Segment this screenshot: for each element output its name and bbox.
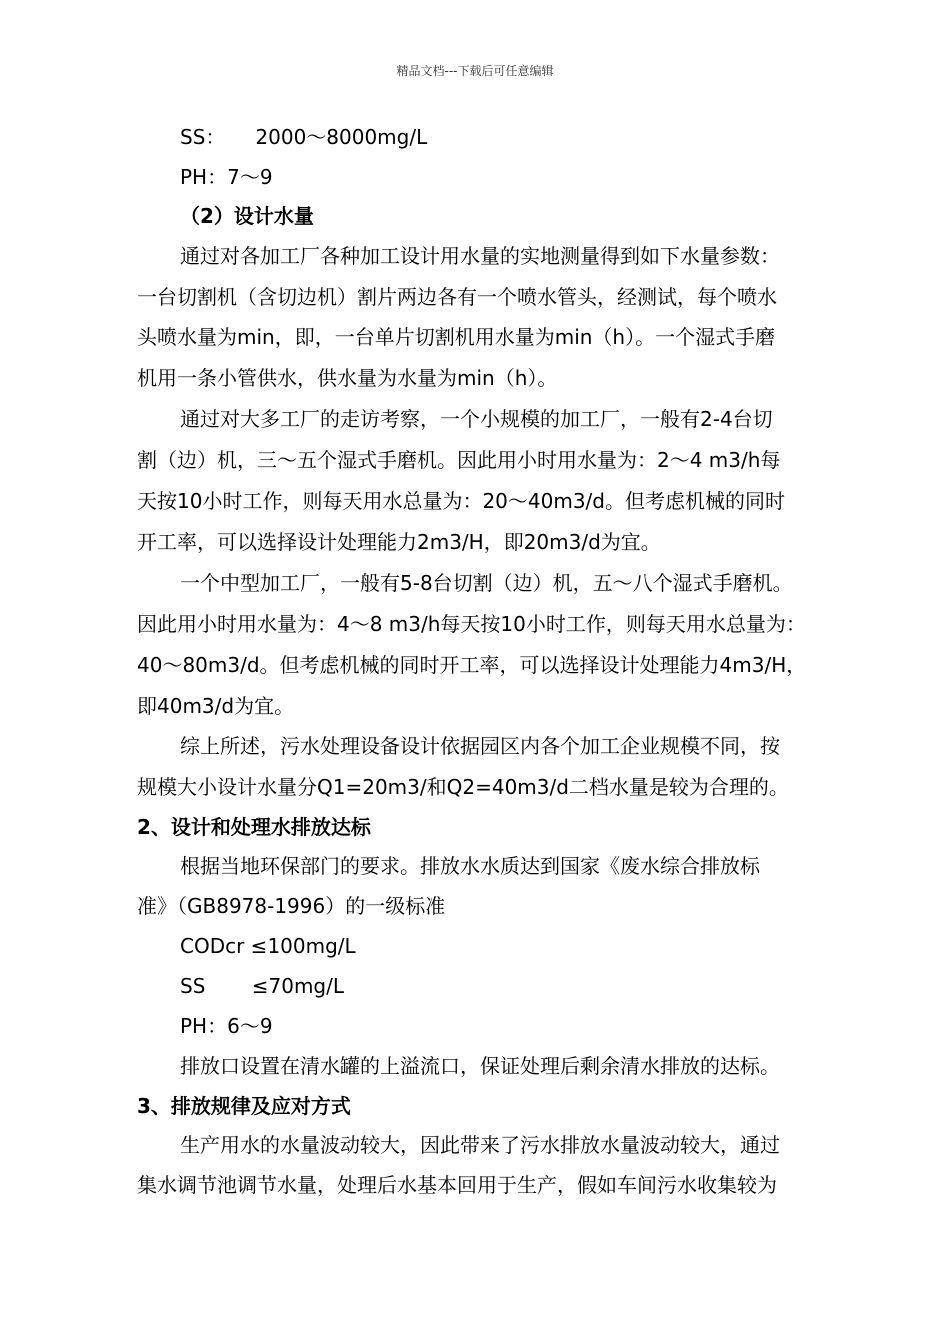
text-line: 因此用小时用水量为：4～8 m3/h每天按10小时工作，则每天用水总量为：: [137, 612, 806, 636]
text-line: PH：6～9: [180, 1014, 273, 1038]
text-line: SS： 2000～8000mg/L: [180, 125, 428, 149]
text-line: 开工率，可以选择设计处理能力2m3/H，即20m3/d为宜。: [137, 530, 661, 554]
section-heading: 3、排放规律及应对方式: [137, 1094, 351, 1118]
text-line: 综上所述，污水处理设备设计依据园区内各个加工企业规模不同，按: [180, 734, 780, 758]
text-line: 机用一条小管供水，供水量为水量为min（h）。: [137, 366, 558, 390]
text-line: 生产用水的水量波动较大，因此带来了污水排放水量波动较大，通过: [180, 1133, 780, 1157]
text-line: 割（边）机，三～五个湿式手磨机。因此用小时用水量为：2～4 m3/h每: [137, 448, 781, 472]
text-line: 集水调节池调节水量，处理后水基本回用于生产，假如车间污水收集较为: [137, 1173, 777, 1197]
text-line: 40～80m3/d。但考虑机械的同时开工率，可以选择设计处理能力4m3/H，: [137, 653, 807, 677]
section-heading: （2）设计水量: [180, 204, 314, 228]
text-line: 规模大小设计水量分Q1=20m3/和Q2=40m3/d二档水量是较为合理的。: [137, 775, 789, 799]
text-line: 通过对各加工厂各种加工设计用水量的实地测量得到如下水量参数：: [180, 244, 780, 268]
text-line: 根据当地环保部门的要求。排放水水质达到国家《废水综合排放标: [180, 854, 760, 878]
text-line: 天按10小时工作，则每天用水总量为：20～40m3/d。但考虑机械的同时: [137, 489, 785, 513]
text-line: 一个中型加工厂，一般有5-8台切割（边）机，五～八个湿式手磨机。: [180, 571, 793, 595]
text-line: 一台切割机（含切边机）割片两边各有一个喷水管头，经测试，每个喷水: [137, 285, 777, 309]
text-line: PH：7～9: [180, 165, 273, 189]
text-line: 即40m3/d为宜。: [137, 694, 295, 718]
page-header: 精品文档---下载后可任意编辑: [396, 64, 554, 78]
text-line: 通过对大多工厂的走访考察，一个小规模的加工厂，一般有2-4台切: [180, 407, 773, 431]
text-line: SS ≤70mg/L: [180, 974, 345, 998]
text-line: 准》（GB8978-1996）的一级标准: [137, 894, 446, 918]
text-line: 头喷水量为min，即，一台单片切割机用水量为min（h）。一个湿式手磨: [137, 325, 776, 349]
text-line: CODcr ≤100mg/L: [180, 934, 356, 958]
section-heading: 2、设计和处理水排放达标: [137, 815, 371, 839]
text-line: 排放口设置在清水罐的上溢流口，保证处理后剩余清水排放的达标。: [180, 1054, 780, 1078]
